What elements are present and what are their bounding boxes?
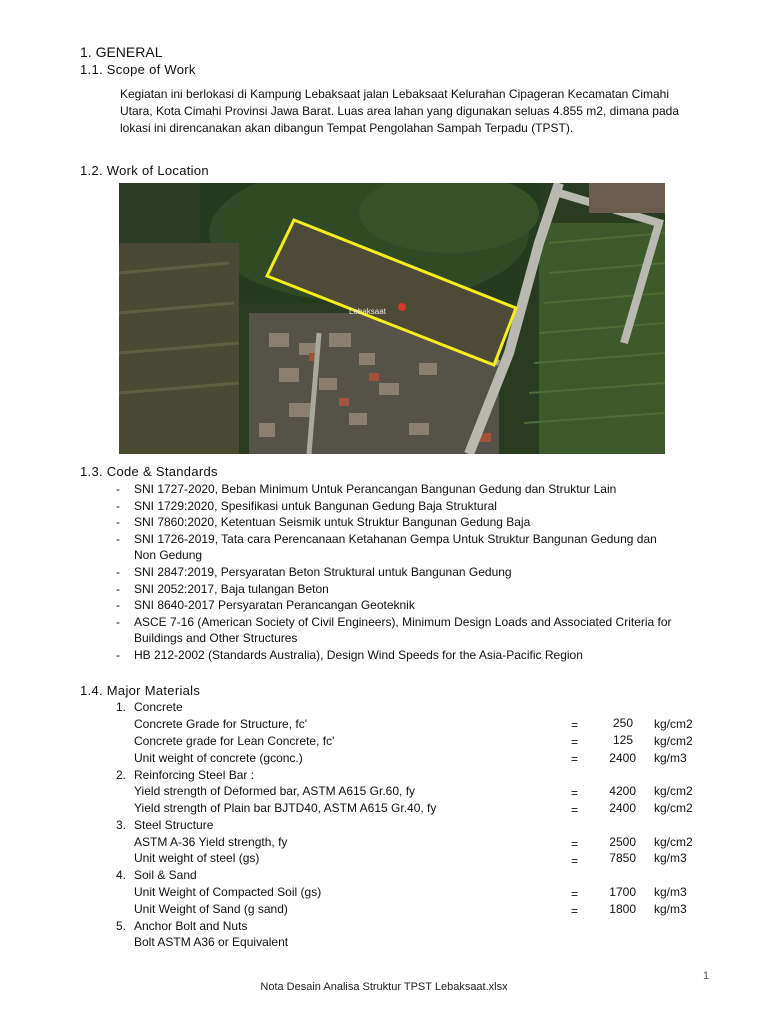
material-label: Unit weight of steel (gs) — [134, 851, 260, 865]
material-value: 125 — [612, 733, 633, 747]
standard-text: SNI 2052:2017, Baja tulangan Beton — [134, 581, 329, 596]
scope-paragraph — [120, 86, 710, 137]
material-unit: kg/cm2 — [654, 734, 693, 748]
standards-list — [116, 481, 716, 664]
document-footer: Nota Desain Analisa Struktur TPST Lebaksaat.xlsx — [260, 981, 508, 993]
material-value: 7850 — [609, 851, 636, 865]
material-unit: kg/cm2 — [654, 717, 693, 731]
equals-sign: = — [571, 904, 579, 918]
standard-text: SNI 2847:2019, Persyaratan Beton Struktural untuk Bangunan Gedung — [134, 564, 512, 579]
material-label: Unit weight of concrete (gconc.) — [134, 751, 303, 765]
material-label: Concrete Grade for Structure, fc' — [134, 717, 308, 731]
material-group-name: Soil & Sand — [134, 868, 197, 882]
material-label: Concrete grade for Lean Concrete, fc' — [134, 734, 335, 748]
material-label: Unit Weight of Sand (g sand) — [134, 902, 288, 916]
material-value: 2400 — [609, 751, 636, 765]
material-group-name: Anchor Bolt and Nuts — [134, 919, 248, 933]
map-label: Lebaksaat — [349, 307, 386, 316]
equals-sign: = — [571, 887, 579, 901]
standard-item: - SNI 2052:2017, Baja tulangan Beton — [116, 581, 329, 596]
standard-item: - SNI 1726-2019, Tata cara Perencanaan Ketahanan Gempa Untuk Struktur Bangunan Gedung dan Non Gedung — [116, 531, 716, 564]
satellite-map — [119, 183, 665, 454]
material-label: Yield strength of Plain bar BJTD40, ASTM A615 Gr.40, fy — [134, 801, 437, 815]
materials-title: 1.4. Major Materials — [80, 683, 201, 698]
material-label: Unit Weight of Compacted Soil (gs) — [134, 885, 322, 899]
material-unit: kg/m3 — [654, 885, 687, 899]
material-group-name: Concrete — [134, 700, 183, 714]
material-label: Yield strength of Deformed bar, ASTM A615 Gr.60, fy — [134, 784, 416, 798]
equals-sign: = — [571, 803, 579, 817]
equals-sign: = — [571, 735, 579, 749]
map-image — [119, 183, 665, 454]
standard-item: - ASCE 7-16 (American Society of Civil Engineers), Minimum Design Loads and Associated Criteria for Buildings and Other Structures — [116, 614, 716, 647]
standard-text: ASCE 7-16 (American Society of Civil Engineers), Minimum Design Loads and Associated Criteria for — [134, 614, 672, 629]
equals-sign: = — [571, 854, 579, 868]
material-unit: kg/cm2 — [654, 801, 693, 815]
material-unit: kg/cm2 — [654, 835, 693, 849]
material-label: Bolt ASTM A36 or Equivalent — [134, 935, 289, 949]
section-heading: 1. GENERAL — [80, 44, 163, 60]
material-value: 4200 — [609, 784, 636, 798]
scope-line: Kegiatan ini berlokasi di Kampung Lebaksaat jalan Lebaksaat Kelurahan Cipageran Kecamatan Cimahi — [120, 87, 670, 101]
material-group-number: 4. — [116, 868, 127, 882]
standard-item: - SNI 2847:2019, Persyaratan Beton Struktural untuk Bangunan Gedung — [116, 564, 512, 579]
equals-sign: = — [571, 718, 579, 732]
standard-item: - SNI 7860:2020, Ketentuan Seismik untuk Struktur Bangunan Gedung Baja — [116, 515, 531, 530]
material-group-number: 5. — [116, 919, 127, 933]
material-unit: kg/m3 — [654, 851, 687, 865]
material-group-number: 2. — [116, 768, 127, 782]
material-group-number: 1. — [116, 700, 127, 714]
material-value: 1700 — [609, 885, 636, 899]
scope-line: lokasi ini direncanakan akan dibangun Tempat Pengolahan Sampah Terpadu (TPST). — [120, 121, 574, 135]
equals-sign: = — [571, 837, 579, 851]
codes-title: 1.3. Code & Standards — [80, 464, 218, 479]
scope-title: 1.1. Scope of Work — [80, 62, 196, 77]
standard-text: HB 212-2002 (Standards Australia), Design Wind Speeds for the Asia-Pacific Region — [134, 647, 583, 662]
material-value: 2500 — [609, 835, 636, 849]
standard-text-cont: Non Gedung — [134, 548, 203, 563]
standard-text: SNI 1729:2020, Spesifikasi untuk Bangunan Gedung Baja Struktural — [134, 498, 497, 513]
material-unit: kg/m3 — [654, 751, 687, 765]
standard-item: - SNI 8640-2017 Persyaratan Perancangan Geoteknik — [116, 598, 415, 613]
standard-item: - SNI 1727-2020, Beban Minimum Untuk Perancangan Bangunan Gedung dan Struktur Lain — [116, 482, 617, 496]
equals-sign: = — [571, 752, 579, 766]
standard-item: - HB 212-2002 (Standards Australia), Design Wind Speeds for the Asia-Pacific Region — [116, 647, 583, 662]
material-label: ASTM A-36 Yield strength, fy — [134, 835, 288, 849]
page-number: 1 — [703, 970, 710, 982]
material-unit: kg/cm2 — [654, 784, 693, 798]
material-group-name: Steel Structure — [134, 818, 214, 832]
material-value: 2400 — [609, 801, 636, 815]
standard-text: SNI 8640-2017 Persyaratan Perancangan Geoteknik — [134, 598, 415, 613]
material-group-number: 3. — [116, 818, 127, 832]
material-unit: kg/m3 — [654, 902, 687, 916]
standard-item: - SNI 1729:2020, Spesifikasi untuk Bangunan Gedung Baja Struktural — [116, 498, 497, 513]
scope-line: Utara, Kota Cimahi Provinsi Jawa Barat. Luas area lahan yang digunakan seluas 4.855 m2, dimana pada — [120, 104, 680, 118]
standard-text: SNI 7860:2020, Ketentuan Seismik untuk Struktur Bangunan Gedung Baja — [134, 515, 531, 530]
material-group-name: Reinforcing Steel Bar : — [134, 768, 255, 782]
location-title: 1.2. Work of Location — [80, 163, 209, 178]
equals-sign: = — [571, 786, 579, 800]
material-value: 250 — [612, 716, 633, 730]
standard-text: SNI 1727-2020, Beban Minimum Untuk Perancangan Bangunan Gedung dan Struktur Lain — [134, 482, 617, 496]
material-value: 1800 — [609, 902, 636, 916]
standard-text: SNI 1726-2019, Tata cara Perencanaan Ketahanan Gempa Untuk Struktur Bangunan Gedung dan — [134, 531, 657, 546]
location-pin-icon — [398, 303, 406, 311]
standard-text-cont: Buildings and Other Structures — [134, 631, 298, 646]
